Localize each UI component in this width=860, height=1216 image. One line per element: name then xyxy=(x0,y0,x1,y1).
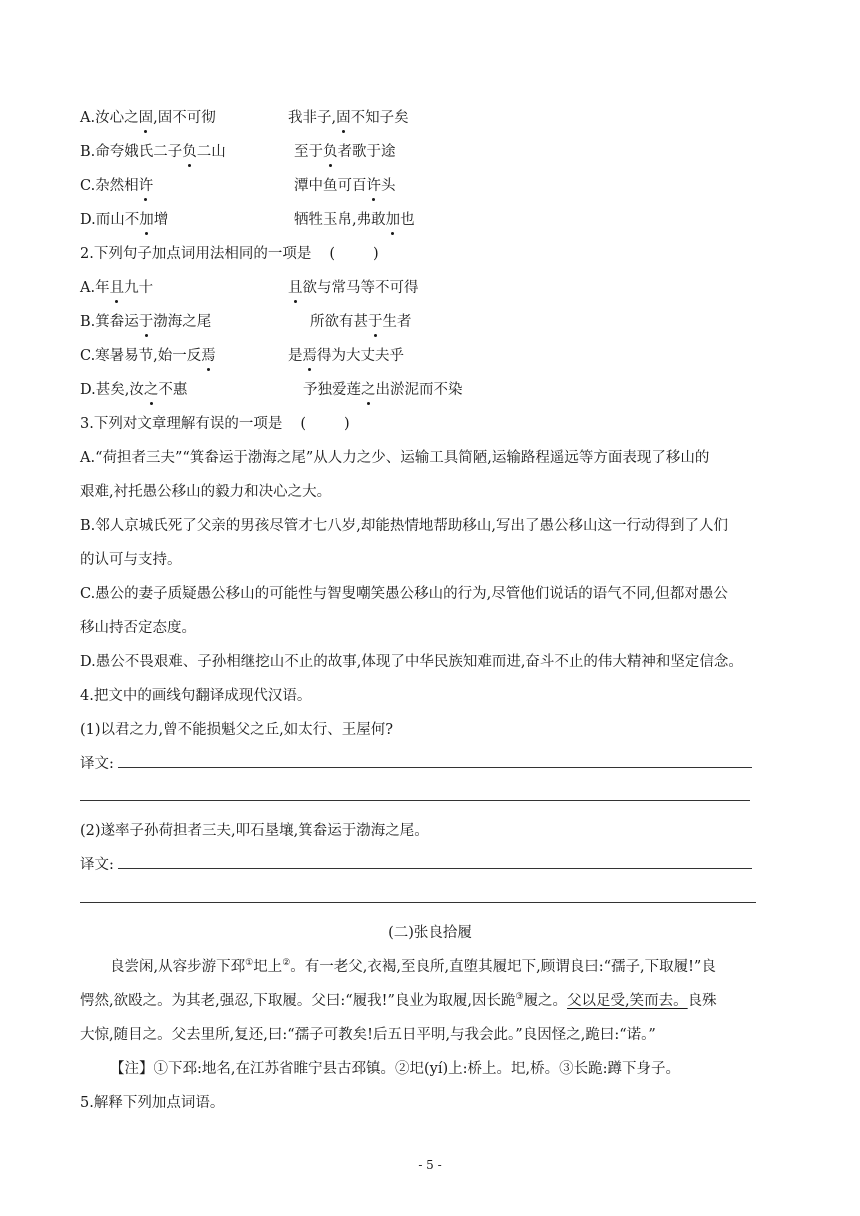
answer-line[interactable] xyxy=(80,902,756,903)
q3-option-b-line1: B.邻人京城氏死了父亲的男孩尽管才七八岁,却能热情地帮助移山,写出了愚公移山这一行动得到了人们 xyxy=(80,518,728,534)
emphasis-dot: 且 xyxy=(109,280,125,296)
emphasis-dot: 许 xyxy=(366,178,381,194)
q1-option-c-right: 潭中鱼可百许头 xyxy=(294,178,396,194)
q1-option-a-left: A.汝心之固,固不可彻 xyxy=(80,110,216,126)
passage-note: 【注】①下邳:地名,在江苏省睢宁县古邳镇。②圯(yí)上:桥上。圯,桥。③长跪:蹲下身子。 xyxy=(110,1061,681,1077)
q1-option-d-right: 牺牲玉帛,弗敢加也 xyxy=(294,212,415,228)
q2-stem: 2.下列句子加点词用法相同的一项是 ( ) xyxy=(80,246,379,262)
passage-line-2: 愕然,欲殴之。为其老,强忍,下取履。父曰:“履我!”良业为取履,因长跪③履之。父以足受,笑而去。良殊 xyxy=(80,992,717,1009)
emphasis-dot: 负 xyxy=(323,144,338,160)
emphasis-dot: 固 xyxy=(336,110,351,126)
emphasis-dot: 固 xyxy=(138,110,154,126)
q3-option-a-line2: 艰难,衬托愚公移山的毅力和决心之大。 xyxy=(80,484,332,500)
q1-option-d-left: D.而山不加增 xyxy=(80,212,169,228)
q5-stem: 5.解释下列加点词语。 xyxy=(80,1095,225,1111)
q4-stem: 4.把文中的画线句翻译成现代汉语。 xyxy=(80,688,312,704)
emphasis-dot: 许 xyxy=(138,178,154,194)
q2-option-c-right: 是焉得为大丈夫乎 xyxy=(288,348,404,364)
emphasis-dot: 焉 xyxy=(302,348,317,364)
q4-sentence-2: (2)遂率子孙荷担者三夫,叩石垦壤,箕畚运于渤海之尾。 xyxy=(80,823,429,839)
passage-line-1: 良尝闲,从容步游下邳①圯上②。有一老父,衣褐,至良所,直堕其履圯下,顾谓良曰:“孺子,下取履!”良 xyxy=(110,958,716,975)
answer-line[interactable] xyxy=(118,767,752,768)
q2-option-a-left: A.年且九十 xyxy=(80,280,154,296)
q1-option-c-left: C.杂然相许 xyxy=(80,178,154,194)
q1-option-b-left: B.命夸娥氏二子负二山 xyxy=(80,144,226,160)
answer-blank[interactable]: ( ) xyxy=(329,246,379,262)
q2-option-b-left: B.箕畚运于渤海之尾 xyxy=(80,314,212,330)
q2-option-d-left: D.甚矣,汝之不惠 xyxy=(80,382,188,398)
emphasis-dot: 之 xyxy=(361,382,376,398)
answer-line[interactable] xyxy=(80,800,750,801)
q4-sentence-1: (1)以君之力,曾不能损魁父之丘,如太行、王屋何? xyxy=(80,722,394,738)
emphasis-dot: 负 xyxy=(182,144,197,160)
footnote-mark: ② xyxy=(282,958,291,968)
q1-option-a-right: 我非子,固不知子矣 xyxy=(288,110,409,126)
q1-option-b-right: 至于负者歌于途 xyxy=(294,144,396,160)
footnote-mark: ① xyxy=(245,958,254,968)
q3-option-a-line1: A.“荷担者三夫”“箕畚运于渤海之尾”从人力之少、运输工具简陋,运输路程遥远等方面表现了移山的 xyxy=(80,450,710,466)
emphasis-dot: 之 xyxy=(143,382,159,398)
q2-option-a-right: 且欲与常马等不可得 xyxy=(288,280,419,296)
passage-title: (二)张良拾履 xyxy=(388,925,472,941)
emphasis-dot: 加 xyxy=(139,212,154,228)
translation-label-1: 译文: xyxy=(80,756,114,772)
emphasis-dot: 且 xyxy=(288,280,303,296)
footnote-mark: ③ xyxy=(515,992,524,1002)
underlined-sentence: 父以足受,笑而去。 xyxy=(567,993,688,1009)
q3-option-b-line2: 的认可与支持。 xyxy=(80,552,182,568)
q2-option-c-left: C.寒暑易节,始一反焉 xyxy=(80,348,216,364)
answer-blank[interactable]: ( ) xyxy=(300,416,350,432)
emphasis-dot: 于 xyxy=(138,314,154,330)
page-number: - 5 - xyxy=(418,1158,442,1172)
emphasis-dot: 于 xyxy=(368,314,383,330)
q3-stem: 3.下列对文章理解有误的一项是 ( ) xyxy=(80,416,350,432)
q3-option-c-line1: C.愚公的妻子质疑愚公移山的可能性与智叟嘲笑愚公移山的行为,尽管他们说话的语气不同,但都对愚公 xyxy=(80,586,728,602)
q3-option-c-line2: 移山持否定态度。 xyxy=(80,620,196,636)
q2-option-d-right: 予独爱莲之出淤泥而不染 xyxy=(303,382,463,398)
q2-option-b-right: 所欲有甚于生者 xyxy=(310,314,412,330)
q3-option-d-line1: D.愚公不畏艰难、子孙相继挖山不止的故事,体现了中华民族知难而进,奋斗不止的伟大精神和坚定信念。 xyxy=(80,654,743,670)
translation-label-2: 译文: xyxy=(80,857,114,873)
emphasis-dot: 加 xyxy=(385,212,401,228)
passage-line-3: 大惊,随目之。父去里所,复还,曰:“孺子可教矣!后五日平明,与我会此。”良因怪之,跪曰:“诺。” xyxy=(80,1027,656,1043)
answer-line[interactable] xyxy=(118,868,752,869)
emphasis-dot: 焉 xyxy=(201,348,216,364)
